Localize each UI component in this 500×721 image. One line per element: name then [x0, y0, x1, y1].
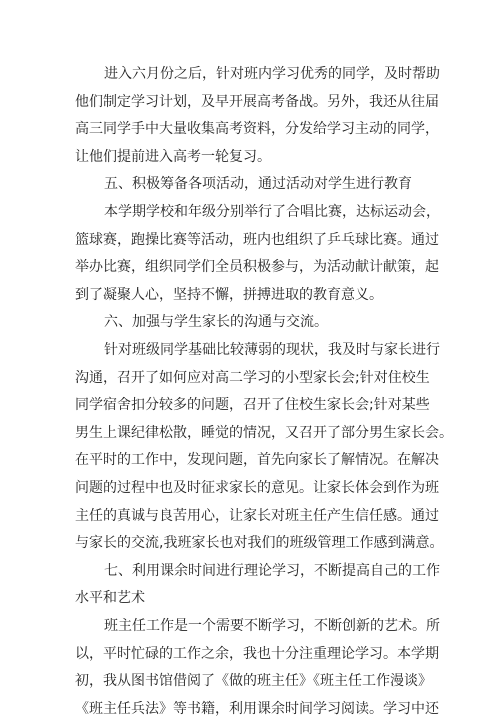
text-line: 到了凝聚人心，坚持不懈，拼搏进取的教育意义。 [75, 286, 383, 303]
text-line: 主任的真诚与良苦用心，让家长对班主任产生信任感。通过 [75, 507, 439, 524]
section-heading: 七、利用课余时间进行理论学习，不断提高自己的工作 [104, 562, 440, 579]
text-line: 让他们提前进入高考一轮复习。 [75, 148, 271, 165]
text-line: 班主任工作是一个需要不断学习，不断创新的艺术。所 [104, 618, 440, 634]
text-line: 问题的过程中也及时征求家长的意见。让家长体会到作为班 [75, 480, 439, 496]
text-line: 在平时的工作中，发现问题，首先向家长了解情况。在解决 [75, 452, 439, 469]
text-line: 与家长的交流,我班家长也对我们的班级管理工作感到满意。 [75, 535, 444, 552]
text-line: 男生上课纪律松散，睡觉的情况，又召开了部分男生家长会。 [75, 424, 453, 441]
section-heading: 六、加强与学生家长的沟通与交流。 [104, 314, 328, 331]
text-line: 他们制定学习计划，及早开展高考备战。另外，我还从往届 [75, 93, 439, 110]
text-line: 同学宿舍扣分较多的问题，召开了住校生家长会;针对某些 [75, 397, 430, 414]
text-line: 《班主任兵法》等书籍，利用课余时间学习阅读。学习中还 [75, 700, 439, 717]
text-line: 以，平时忙碌的工作之余，我也十分注重理论学习。本学期 [75, 645, 439, 662]
text-line: 篮球赛，跑操比赛等活动，班内也组织了乒乓球比赛。通过 [75, 231, 439, 248]
text-line: 沟通，召开了如何应对高二学习的小型家长会;针对住校生 [75, 369, 430, 386]
text-line: 初，我从图书馆借阅了《做的班主任》《班主任工作漫谈》 [75, 673, 432, 690]
text-line: 举办比赛，组织同学们全员积极参与，为活动献计献策，起 [75, 259, 439, 276]
text-line: 针对班级同学基础比较薄弱的现状，我及时与家长进行 [104, 342, 440, 358]
text-line: 进入六月份之后，针对班内学习优秀的同学，及时帮助 [104, 66, 440, 82]
text-line: 高三同学手中大量收集高考资料，分发给学习主动的同学， [75, 121, 439, 138]
section-heading-continued: 水平和艺术 [75, 590, 145, 607]
text-line: 本学期学校和年级分别举行了合唱比赛，达标运动会， [104, 204, 440, 220]
section-heading: 五、积极筹备各项活动，通过活动对学生进行教育 [104, 176, 412, 193]
